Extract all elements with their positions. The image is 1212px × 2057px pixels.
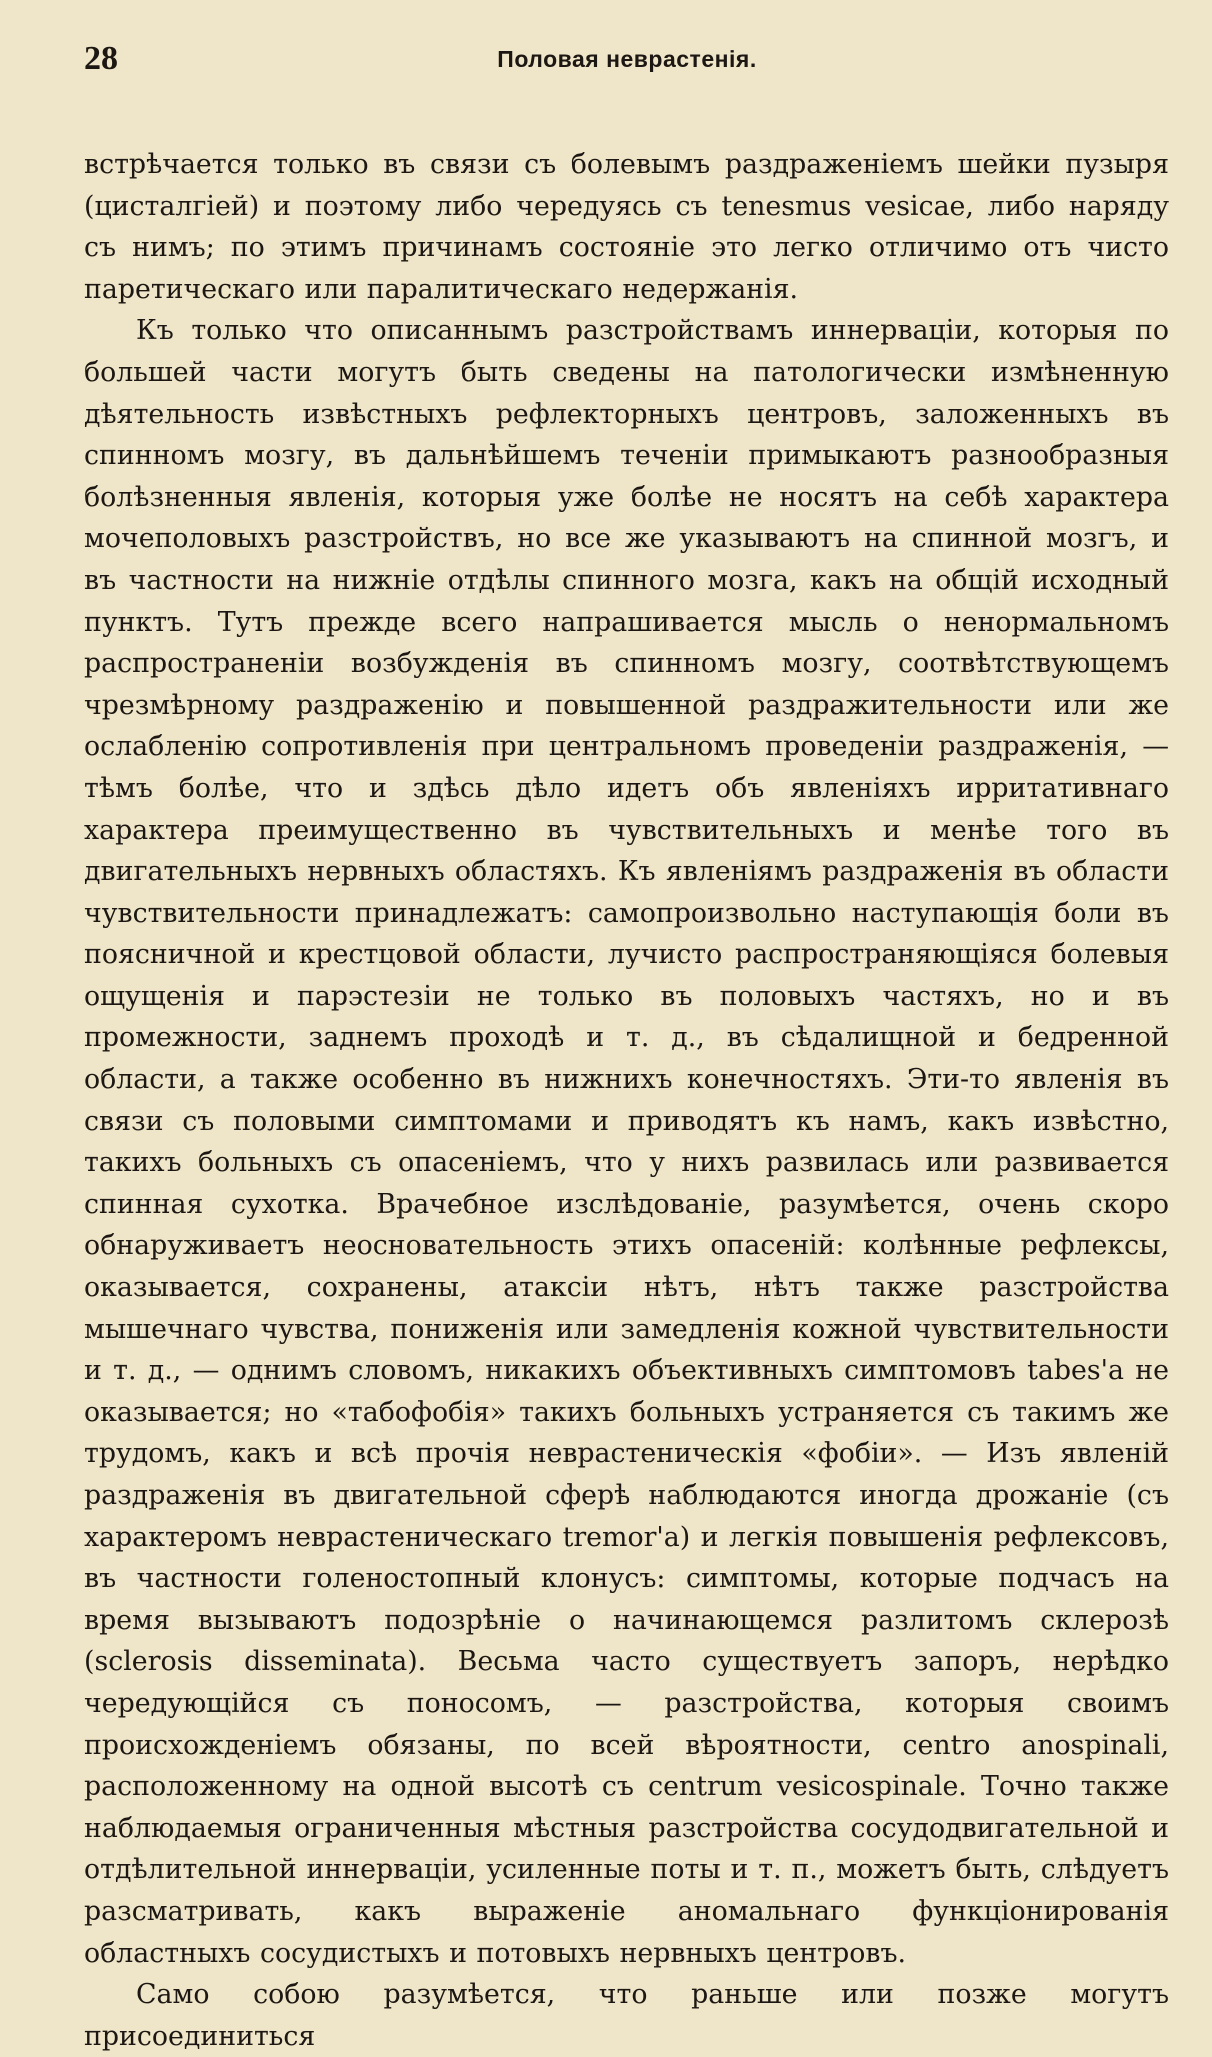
running-head xyxy=(84,40,1170,84)
page-number: 28 xyxy=(84,40,118,77)
running-title: Половая неврастенія. xyxy=(497,46,757,72)
paragraph-continuation: встрѣчается только въ связи съ болевымъ раздраженіемъ шейки пузыря (цисталгіей) и поэтому либо чередуясь съ tenesmus vesicae, либо наряду съ нимъ; по этимъ причинамъ состояніе это легко отличимо отъ чисто паретическаго или паралитическаго недержанія. xyxy=(84,149,1169,305)
body-text xyxy=(84,144,1169,2057)
paragraph-main: Къ только что описаннымъ разстройствамъ иннерваціи, которыя по большей части могутъ быть сведены на патологически измѣненную дѣятельность извѣстныхъ рефлекторныхъ центровъ, заложенныхъ въ спинномъ мозгу, въ дальнѣйшемъ теченіи примыкаютъ разнообразныя болѣзненныя явленія, которыя уже болѣе не носятъ на себѣ характера мочеполовыхъ разстройствъ, но все же указываютъ на спинной мозгъ, и въ частности на нижніе отдѣлы спинного мозга, какъ на общій исходный пунктъ. Тутъ прежде всего напрашивается мысль о ненормальномъ распространеніи возбужденія въ спинномъ мозгу, соотвѣтствующемъ чрезмѣрному раздраженію и повышенной раздражительности или же ослабленію сопротивленія при центральномъ проведеніи раздраженія, — тѣмъ болѣе, что и здѣсь дѣло идетъ объ явленіяхъ ирритативнаго характера преимущественно въ чувствительныхъ и менѣе того въ двигательныхъ нервныхъ областяхъ. Къ явленіямъ раздраженія въ области чувствительности принадлежатъ: самопроизвольно наступающія боли въ поясничной и крестцовой области, лучисто распространяющіяся болевыя ощущенія и парэстезіи не только въ половыхъ частяхъ, но и въ промежности, заднемъ проходѣ и т. д., въ сѣдалищной и бедренной области, а также особенно въ нижнихъ конечностяхъ. Эти-то явленія въ связи съ половыми симптомами и приводятъ къ намъ, какъ извѣстно, такихъ больныхъ съ опасеніемъ, что у нихъ развилась или развивается спинная сухотка. Врачебное изслѣдованіе, разумѣется, очень скоро обнаруживаетъ неосновательность этихъ опасеній: колѣнные рефлексы, оказывается, сохранены, атаксіи нѣтъ, нѣтъ также разстройства мышечнаго чувства, пониженія или замедленія кожной чувствительности и т. д., — однимъ словомъ, никакихъ объективныхъ симптомовъ tabes'а не оказывается; но «табофобія» такихъ больныхъ устраняется съ такимъ же трудомъ, какъ и всѣ прочія неврастеническія «фобіи». — Изъ явленій раздраженія въ двигательной сферѣ наблюдаются иногда дрожаніе (съ характеромъ неврастеническаго tremor'а) и легкія повышенія рефлексовъ, въ частности голеностопный клонусъ: симптомы, которые подчасъ на время вызываютъ подозрѣніе о начинающемся разлитомъ склерозѣ (sclerosis disseminata). Весьма часто существуетъ запоръ, нерѣдко чередующійся съ поносомъ, — разстройства, которыя своимъ происхожденіемъ обязаны, по всей вѣроятности, centro anospinali, расположенному на одной высотѣ съ centrum vesicospinale. Точно также наблюдаемыя ограниченныя мѣстныя разстройства сосудодвигательной и отдѣлительной иннерваціи, усиленные поты и т. п., можетъ быть, слѣдуетъ разсматривать, какъ выраженіе аномальнаго функціонированія областныхъ сосудистыхъ и потовыхъ нервныхъ центровъ. xyxy=(84,315,1169,1969)
paragraph-closing: Само собою разумѣется, что раньше или позже могутъ присоединиться xyxy=(84,1979,1169,2052)
